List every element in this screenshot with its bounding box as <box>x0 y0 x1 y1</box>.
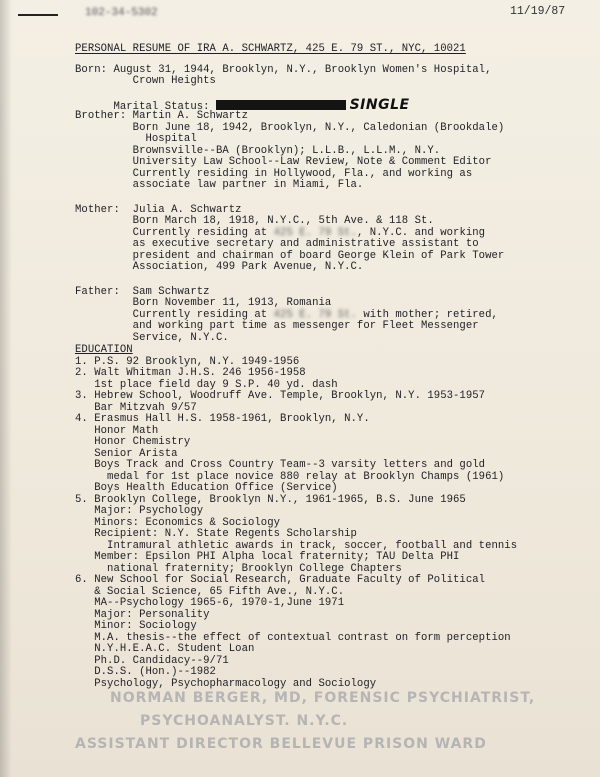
edu-item-5-detail-1: Major: Psychology <box>75 505 204 517</box>
edu-item-6-detail-6: N.Y.H.E.A.C. Student Loan <box>75 643 255 655</box>
header-dash <box>18 14 58 16</box>
bleed-line-2: PSYCHOANALYST. N.Y.C. <box>140 713 349 729</box>
mother-line-4: as executive secretary and administrative assistant to <box>75 238 479 250</box>
edu-item-5-detail-3: Recipient: N.Y. State Regents Scholarship <box>75 528 357 540</box>
edu-item-6-detail-4: Minor: Sociology <box>75 620 197 632</box>
header-blurred-code: 102-34-5302 <box>85 7 158 19</box>
edu-item-5: 5. Brooklyn College, Brooklyn N.Y., 1961-1965, B.S. June 1965 <box>75 494 466 506</box>
edu-item-6-detail-7: Ph.D. Candidacy--9/71 <box>75 655 229 667</box>
edu-item-6-detail-5: M.A. thesis--the effect of contextual contrast on form perception <box>75 632 511 644</box>
mother-line-3-start: Currently residing at <box>75 227 274 239</box>
edu-item-4-detail-2: Honor Chemistry <box>75 436 191 448</box>
edu-item-6-detail-9: Psychology, Psychopharmacology and Sociology <box>75 678 377 690</box>
edu-item-6-detail-8: D.S.S. (Hon.)--1982 <box>75 666 216 678</box>
edu-item-1: 1. P.S. 92 Brooklyn, N.Y. 1949-1956 <box>75 356 300 368</box>
mother-line-3-end: , N.Y.C. and working <box>356 227 486 239</box>
marital-status-value: SINGLE <box>349 96 410 113</box>
edu-item-4-detail-5: medal for 1st place novice 880 relay at Brooklyn Champs (1961) <box>75 471 505 483</box>
edu-item-4-detail-4: Boys Track and Cross Country Team--3 varsity letters and gold <box>75 459 486 471</box>
edu-item-4-detail-3: Senior Arista <box>75 448 178 460</box>
father-line-3-end: with mother; retired, <box>356 309 498 321</box>
header-date: 11/19/87 <box>510 5 566 18</box>
marital-label: Marital Status: <box>113 100 210 113</box>
edu-item-5-detail-5: Member: Epsilon PHI Alpha local fraternity; TAU Delta PHI <box>75 551 460 563</box>
edu-item-6-detail-1: & Social Science, 65 Fifth Ave., N.Y.C. <box>75 586 345 598</box>
mother-line-5: president and chairman of board George Klein of Park Tower <box>75 250 505 262</box>
brother-line-7: associate law partner in Miami, Fla. <box>75 179 364 191</box>
edu-item-6-detail-2: MA--Psychology 1965-6, 1970-1,June 1971 <box>75 597 345 609</box>
redaction-bar <box>216 100 346 110</box>
edu-item-3: 3. Hebrew School, Woodruff Ave. Temple, Brooklyn, N.Y. 1953-1957 <box>75 390 486 402</box>
edu-item-6-detail-3: Major: Personality <box>75 609 210 621</box>
born-line: Born: August 31, 1944, Brooklyn, N.Y., Brooklyn Women's Hospital, <box>75 64 492 76</box>
edu-item-2-detail: 1st place field day 9 S.P. 40 yd. dash <box>75 379 338 391</box>
edu-item-4: 4. Erasmus Hall H.S. 1958-1961, Brooklyn, N.Y. <box>75 413 370 425</box>
edu-item-5-detail-4: Intramural athletic awards in track, soccer, football and tennis <box>75 540 518 552</box>
edu-item-4-detail-1: Honor Math <box>75 425 159 437</box>
bleed-line-3: ASSISTANT DIRECTOR BELLEVUE PRISON WARD <box>75 736 487 752</box>
brother-line-4: Brownsville--BA (Brooklyn); L.L.B., L.L.M., N.Y. <box>75 145 441 157</box>
brother-line-5: University Law School--Law Review, Note & Comment Editor <box>75 156 492 168</box>
born-line-2: Crown Heights <box>75 75 216 87</box>
bleed-line-1: NORMAN BERGER, MD, FORENSIC PSYCHIATRIST, <box>110 690 536 706</box>
page-edge-shadow <box>0 0 12 777</box>
father-line-5: Service, N.Y.C. <box>75 332 229 344</box>
mother-line-1: Mother: Julia A. Schwartz <box>75 204 242 216</box>
father-line-4: and working part time as messenger for Fleet Messenger <box>75 320 479 332</box>
edu-item-3-detail: Bar Mitzvah 9/57 <box>75 402 197 414</box>
page-title: PERSONAL RESUME OF IRA A. SCHWARTZ, 425 E. 79 ST., NYC, 10021 <box>75 43 466 55</box>
education-heading: EDUCATION <box>75 344 133 356</box>
edu-item-4-detail-6: Boys Health Education Office (Service) <box>75 482 338 494</box>
mother-address-blurred: 425 E. 79 St. <box>273 227 357 239</box>
brother-line-3: Hospital <box>75 133 197 145</box>
brother-line-1: Brother: Martin A. Schwartz <box>75 110 248 122</box>
edu-item-6: 6. New School for Social Research, Graduate Faculty of Political <box>75 574 486 586</box>
edu-item-5-detail-6: national fraternity; Brooklyn College Chapters <box>75 563 402 575</box>
edu-item-5-detail-2: Minors: Economics & Sociology <box>75 517 281 529</box>
brother-line-6: Currently residing in Hollywood, Fla., and working as <box>75 168 473 180</box>
mother-line-6: Association, 499 Park Avenue, N.Y.C. <box>75 261 364 273</box>
brother-line-2: Born June 18, 1942, Brooklyn, N.Y., Caledonian (Brookdale) <box>75 122 505 134</box>
father-address-blurred: 425 E. 79 St. <box>273 309 357 321</box>
mother-line-2: Born March 18, 1918, N.Y.C., 5th Ave. & 118 St. <box>75 215 434 227</box>
edu-item-2: 2. Walt Whitman J.H.S. 246 1956-1958 <box>75 367 306 379</box>
father-line-2: Born November 11, 1913, Romania <box>75 297 332 309</box>
father-line-3-start: Currently residing at <box>75 309 274 321</box>
father-line-1: Father: Sam Schwartz <box>75 286 210 298</box>
